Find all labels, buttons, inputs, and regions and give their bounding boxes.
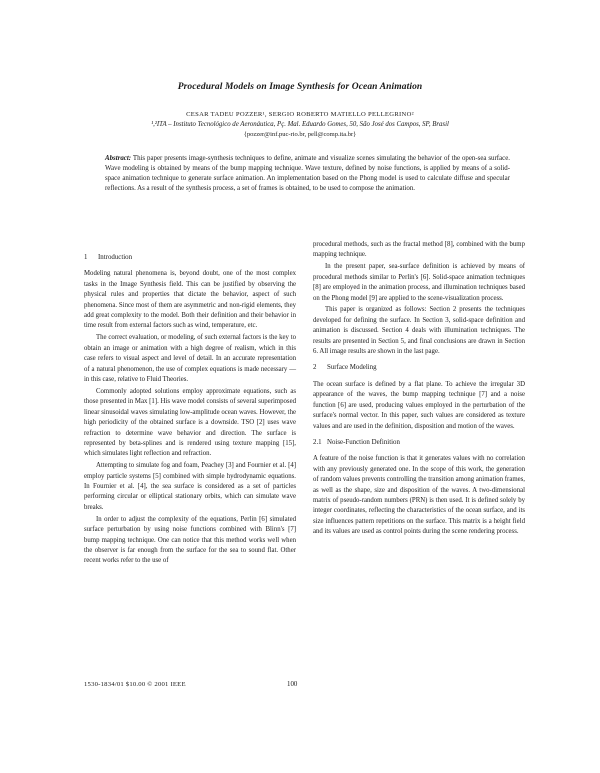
section-1-title: Introduction bbox=[98, 254, 133, 261]
intro-paragraph-4: Attempting to simulate fog and foam, Peachey [3] and Fournier et al. [4] employ particle systems [5] combined with simple hydrodynamic equations. In Fournier et al. [4], the sea surface is considered as a set of particles performing circular or elliptical stationary orbits, which can simulate wave breaks. bbox=[84, 462, 296, 511]
copyright-line: 1530-1834/01 $10.00 © 2001 IEEE bbox=[84, 681, 186, 688]
intro-paragraph-3: Commonly adopted solutions employ approximate equations, such as those presented in Max [1]. His wave model consists of several superimposed linear sinusoidal waves simulating low-amplitude ocean waves. However, the high periodicity of the obtained surface is a downside. TSO [2] uses wave refraction to determine wave behavior and direction. The surface is represented by beta-splines and is rendered using texture mapping [15], which simulates light reflection and refraction. bbox=[84, 387, 296, 458]
abstract-text: This paper presents image-synthesis techniques to define, animate and visualize scenes simulating the behavior of the open-sea surface. Wave modeling is obtained by means of the bump mapping technique. Wave texture, defined by noise functions, is applied by means of a solid-space animation technique to generate surface animation. An implementation based on the Phong model is used to calculate diffuse and specular reflections. As a result of the synthesis process, a set of frames is obtained, to be used to compose the animation. bbox=[105, 155, 510, 193]
section-2-1-title: Noise-Function Definition bbox=[327, 438, 400, 446]
intro-paragraph-2: The correct evaluation, or modeling, of such external factors is the key to obtain an image or animation with a high degree of realism, which in this case refers to visual aspect and level of detail. In an accurate representation of a natural phenomenon, the use of complex equations is made necessary — in this case, relative to Fluid Theories. bbox=[84, 334, 296, 383]
intro-paragraph-1: Modeling natural phenomena is, beyond doubt, one of the most complex tasks in the Image Synthesis field. This can be justified by observing the physical rules and properties that dictate the behavior, aspect of such phenomena. Since most of them are asymmetric and non-rigid elements, they add great complexity to the model. Both their definition and their behavior in time result from external factors such as wind, temperature, etc. bbox=[84, 270, 296, 330]
section-1-heading bbox=[84, 253, 296, 263]
page-number: 100 bbox=[287, 681, 298, 688]
authors: CESAR TADEU POZZER¹, SERGIO ROBERTO MATIELLO PELLEGRINO² bbox=[186, 111, 414, 118]
section-2-1-paragraph: A feature of the noise function is that it generates values with no correlation with any previously generated one. In the scope of this work, the generation of random values prevents controlling the transition among animation frames, as well as the shape, size and disposition of the waves. A two-dimensional matrix of pseudo-random numbers (PRN) is then used. It is defined solely by integer coordinates, reflecting the characteristics of the ocean surface, and its size influences pattern repetitions on the surface. This matrix is a height field and its values are used as control points during the scene rendering process. bbox=[313, 455, 525, 536]
abstract bbox=[105, 154, 510, 194]
section-2-number: 2 bbox=[313, 364, 317, 372]
intro-paragraph-8: This paper is organized as follows: Section 2 presents the techniques developed for defining the surface. In Section 3, solid-space definition and animation is discussed. Section 4 deals with illumination techniques. The results are presented in Section 5, and final conclusions are drawn in Section 6. All image results are shown in the last page. bbox=[313, 306, 525, 356]
intro-paragraph-5: In order to adjust the complexity of the equations, Perlin [6] simulated surface perturbation by using noise functions combined with Blinn's [7] bump mapping technique. One can notice that this method works well when the observer is far enough from the surface for the sea to sound flat. Other recent works refer to the use of bbox=[84, 515, 296, 565]
left-column bbox=[84, 240, 296, 635]
section-2-paragraph: The ocean surface is defined by a flat plane. To achieve the irregular 3D appearance of the waves, the bump mapping technique [7] and a noise function [6] are used, producing values employed in the perturbation of the surface's normal vector. In this paper, such values are considered as texture values and are used in the definition, disposition and motion of the waves. bbox=[313, 380, 525, 430]
section-2-1-heading bbox=[313, 438, 525, 448]
section-2-1-number: 2.1 bbox=[313, 438, 322, 446]
paper-title: Procedural Models on Image Synthesis for Ocean Animation bbox=[177, 82, 423, 92]
affiliation: ¹,²ITA – Instituto Tecnológico de Aeronáutica, Pç. Mal. Eduardo Gomes, 50, São José dos Campos, SP, Brasil bbox=[151, 121, 449, 128]
right-column bbox=[313, 240, 525, 655]
section-2-title: Surface Modeling bbox=[327, 364, 377, 372]
section-1-number: 1 bbox=[84, 254, 88, 261]
author-emails: {pozzer@inf.puc-rio.br, pell@comp.ita.br} bbox=[243, 131, 357, 138]
intro-paragraph-6: procedural methods, such as the fractal method [8], combined with the bump mapping technique. bbox=[313, 241, 525, 259]
section-2-heading bbox=[313, 363, 525, 373]
intro-paragraph-7: In the present paper, sea-surface definition is achieved by means of procedural methods similar to Perlin's [6]. Solid-space animation techniques [8] are employed in the animation process, and illumination techniques based on the Phong model [9] are applied to the scene-visualization process. bbox=[313, 263, 525, 302]
abstract-label: Abstract: bbox=[105, 155, 132, 162]
